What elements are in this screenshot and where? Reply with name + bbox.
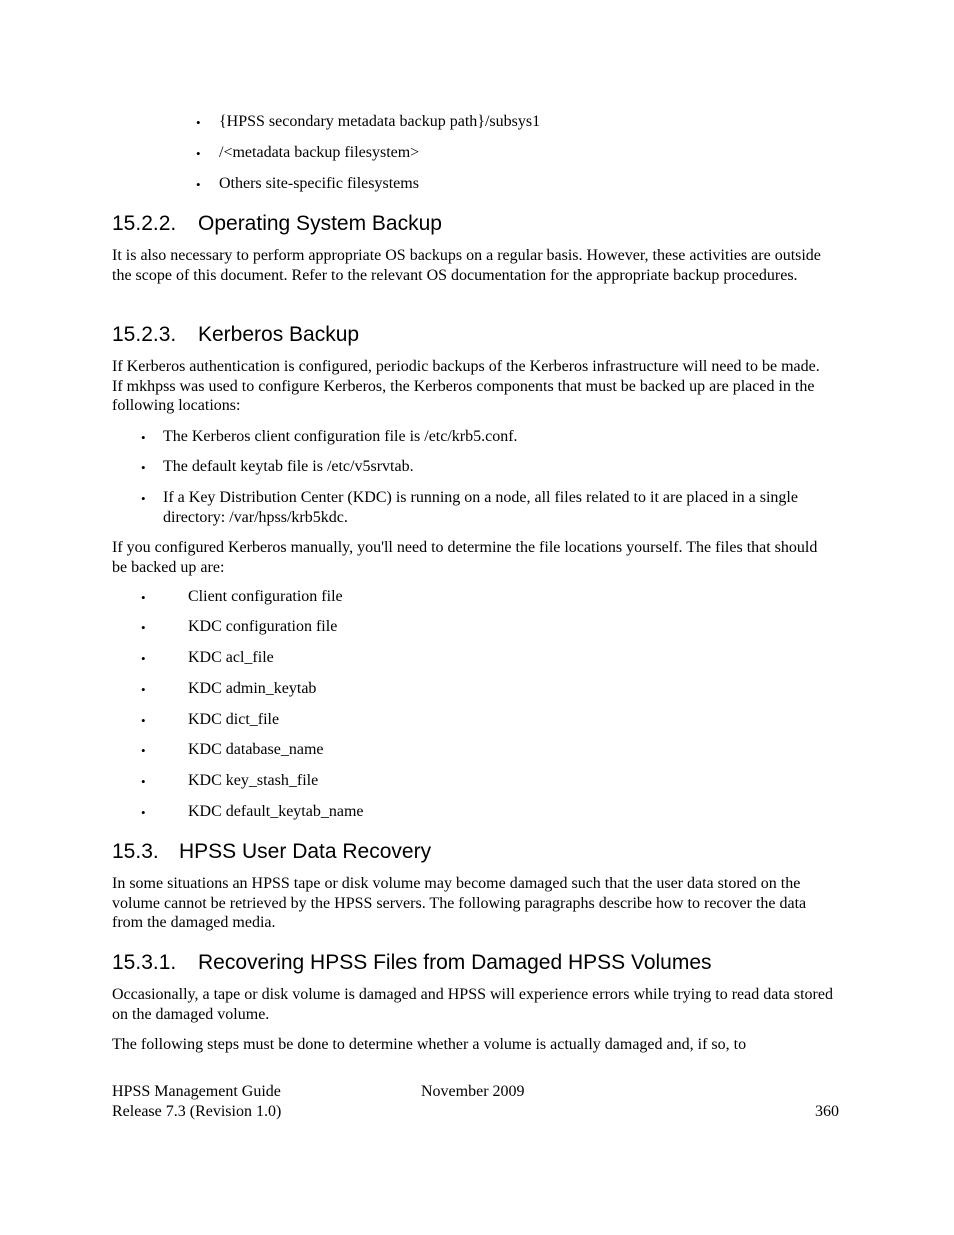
bullet: •	[196, 115, 201, 130]
bullet: •	[141, 774, 146, 789]
list-item: KDC configuration file	[188, 618, 338, 635]
section-number: 15.3.1.	[112, 951, 177, 974]
list-item: KDC default_keytab_name	[188, 803, 364, 820]
footer-date: November 2009	[421, 1083, 525, 1100]
paragraph: If Kerberos authentication is configured, periodic backups of the Kerberos infrastructure will need to be made. If mkhpss was used to configure Kerberos, the Kerberos components that must be backed up are placed in the following locations:	[112, 358, 820, 414]
footer-guide-title: HPSS Management Guide	[112, 1083, 281, 1100]
bullet: •	[141, 460, 146, 475]
bullet: •	[141, 620, 146, 635]
section-heading-user-data-recovery	[112, 840, 431, 864]
section-number: 15.2.2.	[112, 212, 177, 235]
bullet: •	[141, 590, 146, 605]
bullet: •	[141, 430, 146, 445]
section-title: Recovering HPSS Files from Damaged HPSS Volumes	[198, 951, 712, 974]
section-number: 15.2.3.	[112, 323, 177, 346]
list-item: If a Key Distribution Center (KDC) is running on a node, all files related to it are placed in a single directory: /var/hpss/krb5kdc.	[163, 489, 798, 526]
paragraph: In some situations an HPSS tape or disk volume may become damaged such that the user data stored on the volume cannot be retrieved by the HPSS servers. The following paragraphs describe how to recover the data from the damaged media.	[112, 875, 807, 931]
section-heading-os-backup	[112, 212, 442, 236]
list-item: KDC database_name	[188, 741, 324, 758]
section-heading-kerberos-backup	[112, 323, 359, 347]
paragraph: Occasionally, a tape or disk volume is damaged and HPSS will experience errors while trying to read data stored on the damaged volume.	[112, 986, 833, 1023]
section-number: 15.3.	[112, 840, 159, 863]
list-item: The default keytab file is /etc/v5srvtab.	[163, 458, 414, 475]
paragraph: The following steps must be done to determine whether a volume is actually damaged and, if so, to	[112, 1036, 747, 1053]
bullet: •	[196, 146, 201, 161]
section-title: Operating System Backup	[198, 212, 442, 235]
list-item: /<metadata backup filesystem>	[219, 144, 420, 161]
list-item: Client configuration file	[188, 588, 343, 605]
list-item: KDC dict_file	[188, 711, 280, 728]
list-item: KDC key_stash_file	[188, 772, 319, 789]
list-item: KDC admin_keytab	[188, 680, 317, 697]
section-heading-recovering-files	[112, 951, 712, 975]
bullet: •	[141, 743, 146, 758]
page-number: 360	[815, 1103, 839, 1120]
section-title: HPSS User Data Recovery	[179, 840, 432, 863]
list-item: {HPSS secondary metadata backup path}/subsys1	[219, 113, 541, 130]
list-item: Others site-specific filesystems	[219, 175, 419, 192]
bullet: •	[196, 177, 201, 192]
bullet: •	[141, 805, 146, 820]
bullet: •	[141, 491, 146, 506]
paragraph: If you configured Kerberos manually, you'll need to determine the file locations yourself. The files that should be backed up are:	[112, 539, 818, 576]
bullet: •	[141, 682, 146, 697]
bullet: •	[141, 713, 146, 728]
list-item: The Kerberos client configuration file is /etc/krb5.conf.	[163, 428, 518, 445]
bullet: •	[141, 651, 146, 666]
footer-release: Release 7.3 (Revision 1.0)	[112, 1103, 282, 1120]
paragraph: It is also necessary to perform appropriate OS backups on a regular basis. However, these activities are outside the scope of this document. Refer to the relevant OS documentation for the appropriate backup procedures.	[112, 247, 821, 284]
section-title: Kerberos Backup	[198, 323, 360, 346]
list-item: KDC acl_file	[188, 649, 274, 666]
